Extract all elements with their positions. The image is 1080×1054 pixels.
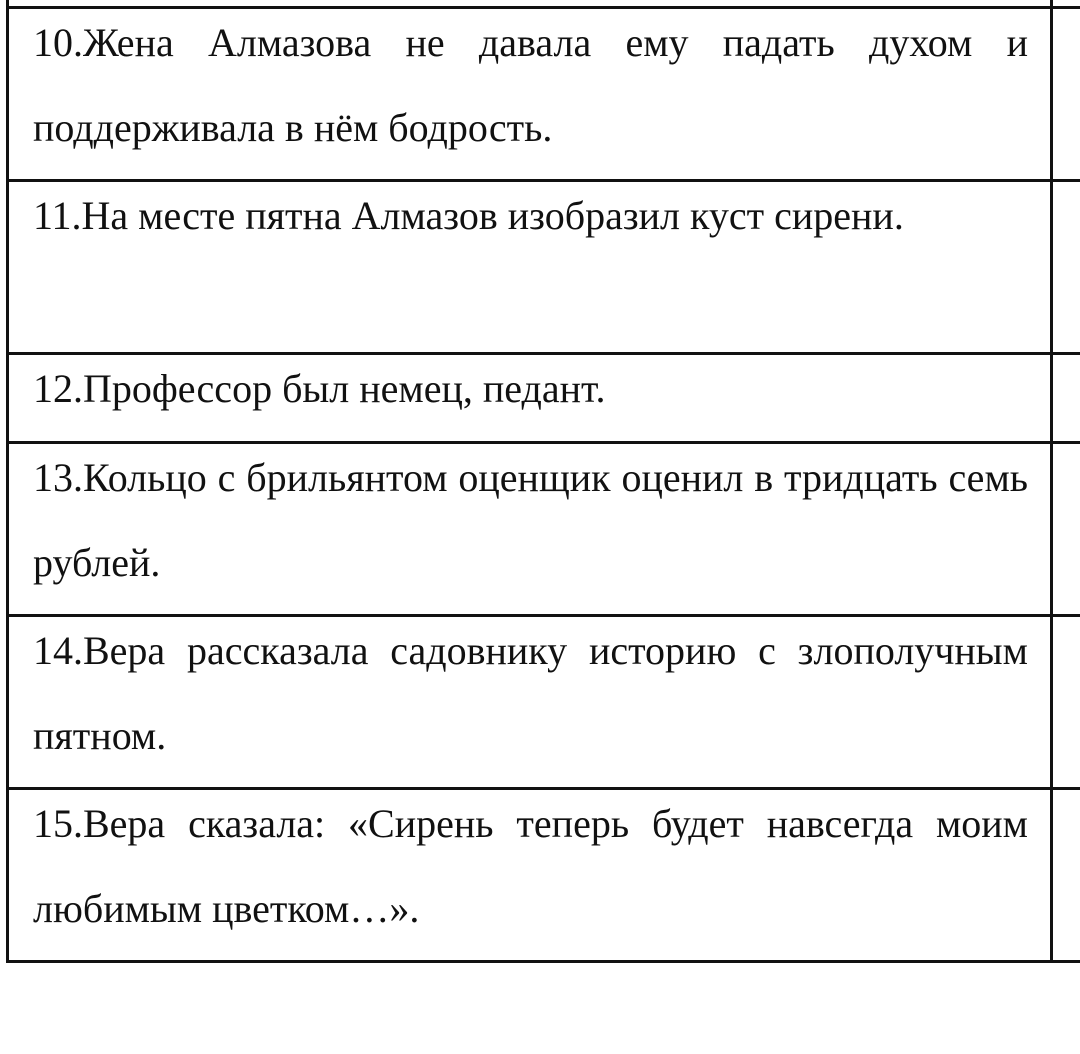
statement-cell xyxy=(8,8,1052,181)
statement-number: 13. xyxy=(33,455,83,500)
statement-body: Вера сказала: «Сирень теперь будет навсегда моим любимым цветком…». xyxy=(33,801,1028,931)
statement-body: Жена Алмазова не давала ему падать духом и поддерживала в нём бодрость. xyxy=(33,20,1028,150)
statement-text xyxy=(9,332,1050,431)
answer-cell[interactable] xyxy=(1052,0,1080,8)
statement-body: На месте пятна Алмазов изобразил куст сирени. xyxy=(81,193,904,238)
statement-body: Профессор был немец, педант. xyxy=(83,366,606,411)
statement-text xyxy=(9,767,1050,951)
answer-cell[interactable] xyxy=(1052,354,1080,443)
table-row xyxy=(8,8,1080,181)
statement-body: Кольцо с брильянтом оценщик оценил в тридцать семь рублей. xyxy=(33,455,1028,585)
table-row xyxy=(8,616,1080,789)
answer-cell[interactable] xyxy=(1052,443,1080,616)
answer-cell[interactable] xyxy=(1052,8,1080,181)
statement-text xyxy=(9,159,1050,258)
statement-number: 11. xyxy=(33,193,82,238)
statement-cell xyxy=(8,789,1052,962)
statement-body: Вера рассказала садовнику историю с злополучным пятном. xyxy=(33,628,1028,758)
statement-cell xyxy=(8,616,1052,789)
statement-text xyxy=(9,0,1050,170)
statements-table xyxy=(6,0,1080,963)
table-row xyxy=(8,443,1080,616)
answer-cell[interactable] xyxy=(1052,789,1080,962)
statement-text xyxy=(9,594,1050,778)
statement-number: 10. xyxy=(33,20,83,65)
statement-number: 14. xyxy=(33,628,83,673)
answer-cell[interactable] xyxy=(1052,181,1080,354)
table-row xyxy=(8,789,1080,962)
statement-cell xyxy=(8,443,1052,616)
statement-text xyxy=(9,421,1050,605)
table-row xyxy=(8,181,1080,354)
statement-number: 12. xyxy=(33,366,83,411)
answer-cell[interactable] xyxy=(1052,616,1080,789)
statement-cell xyxy=(8,181,1052,354)
statement-number: 15. xyxy=(33,801,83,846)
